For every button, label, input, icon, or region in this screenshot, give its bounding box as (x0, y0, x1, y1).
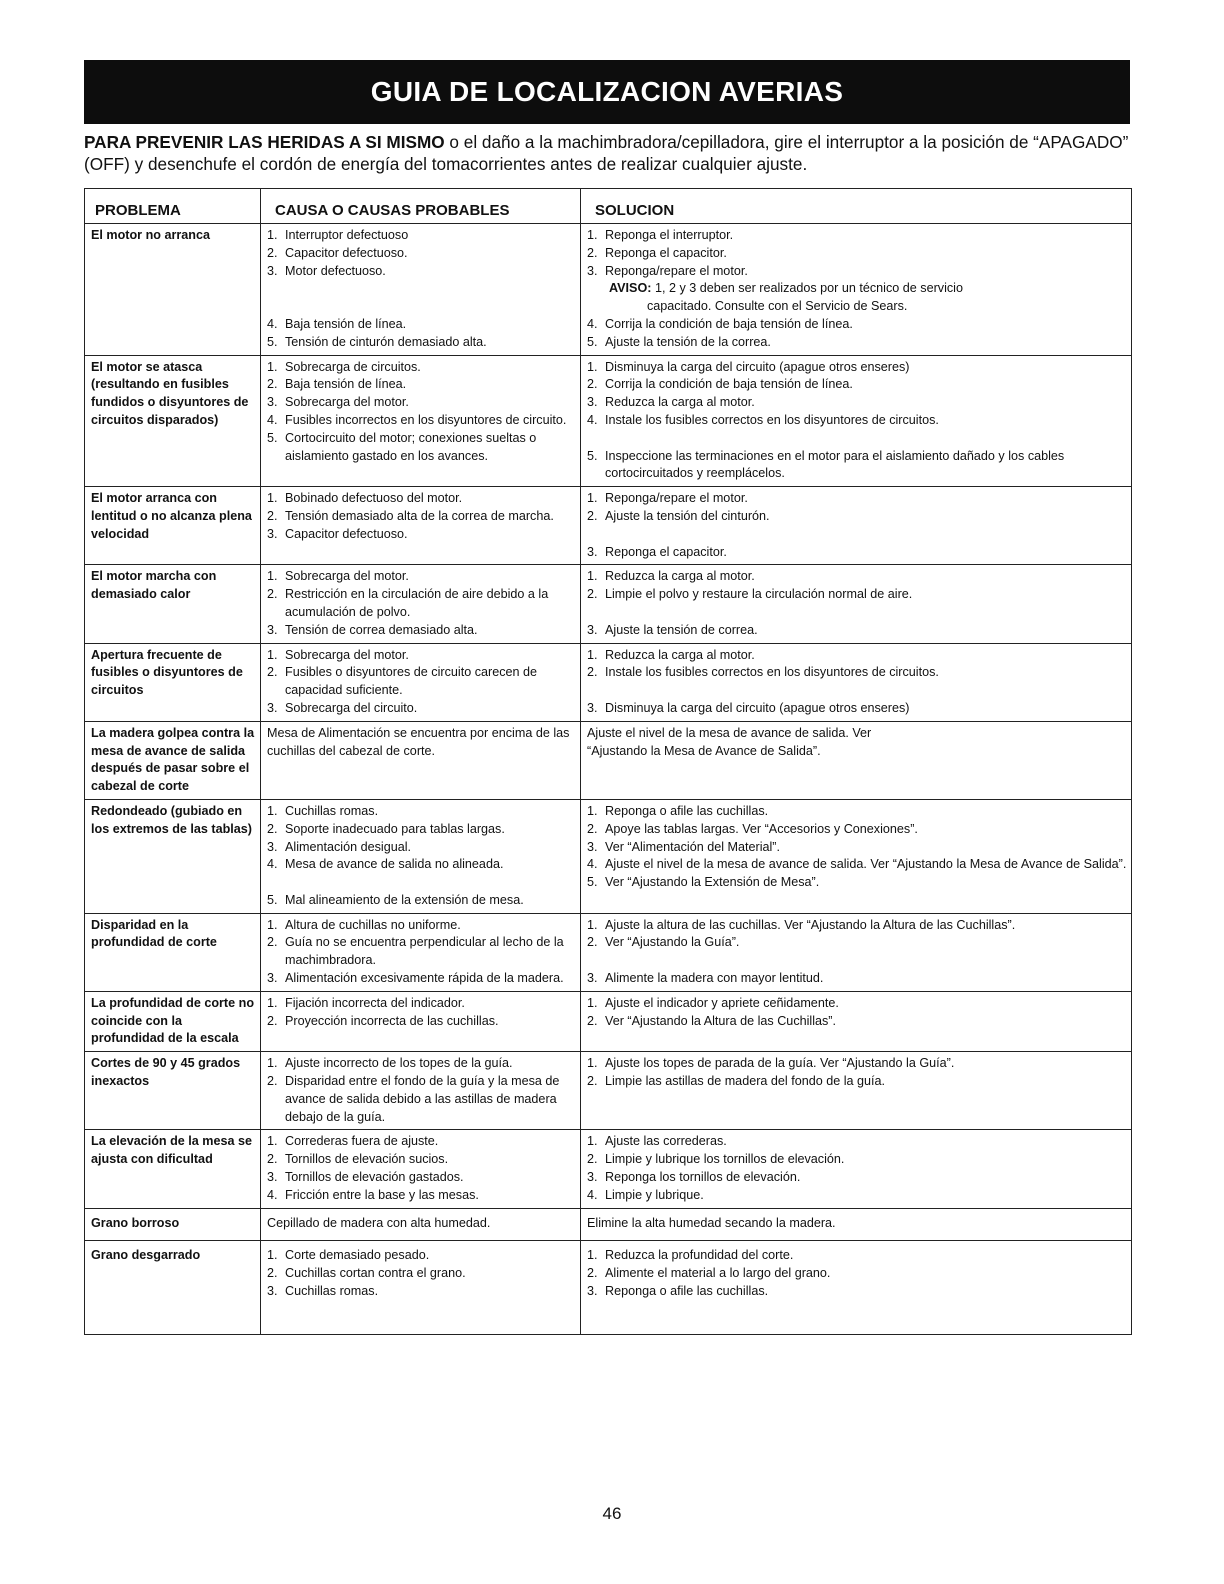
problem-cell: La profundidad de corte no coincide con la profundidad de la escala (85, 991, 261, 1051)
cause-item: 2. Restricción en la circulación de aire debido a la acumulación de polvo. (267, 587, 549, 619)
solution-item: 3. Ver “Alimentación del Material”. (587, 839, 780, 854)
cause-cell (261, 1130, 581, 1208)
cause-cell (261, 913, 581, 991)
solution-item: 3. Reponga los tornillos de elevación. (587, 1170, 801, 1185)
problem-cell: Disparidad en la profundidad de corte (85, 913, 261, 991)
cause-item: 3. Sobrecarga del circuito. (267, 700, 418, 715)
solution-item: 1. Reponga/repare el motor. (587, 491, 748, 506)
cause-item: 1. Bobinado defectuoso del motor. (267, 491, 463, 506)
solution-item: 2. Ver “Ajustando la Guía”. (587, 935, 740, 950)
solution-item: 3. Disminuya la carga del circuito (apague otros enseres) (587, 700, 910, 715)
cause-cell (261, 1052, 581, 1130)
solution-item: 4. Limpie y lubrique. (587, 1187, 704, 1202)
solution-item: 1. Reponga el interruptor. (587, 228, 734, 242)
cause-item: 2. Soporte inadecuado para tablas largas. (267, 821, 505, 836)
table-row (85, 1130, 1132, 1208)
cause-cell (261, 643, 581, 721)
page-number: 46 (602, 1504, 622, 1523)
cause-item: 3. Alimentación excesivamente rápida de la madera. (267, 971, 564, 986)
problem-cell: La elevación de la mesa se ajusta con dificultad (85, 1130, 261, 1208)
cause-item: 1. Fijación incorrecta del indicador. (267, 995, 465, 1010)
problem-cell: El motor no arranca (85, 224, 261, 356)
cause-item: 3. Alimentación desigual. (267, 839, 412, 854)
cause-cell (261, 487, 581, 565)
cause-item: 5. Cortocircuito del motor; conexiones sueltas o aislamiento gastado en los avances. (267, 430, 537, 463)
header-solution: SOLUCION (581, 189, 1132, 224)
cause-item: 3. Cuchillas romas. (267, 1284, 379, 1299)
solution-item: 1. Reduzca la carga al motor. (587, 647, 755, 662)
table-row (85, 355, 1132, 487)
solution-item: 5. Ajuste la tensión de la correa. (587, 334, 771, 349)
warning-text: o el daño a la machimbradora/cepilladora, gire el interruptor a la posición de “APAGADO” (OFF) y desenchufe el cordón de energía del tomacorrientes antes de realizar cualquier ajuste. (84, 132, 1129, 174)
solution-item: 2. Ajuste la tensión del cinturón. (587, 508, 770, 523)
solution-item: 2. Instale los fusibles correctos en los disyuntores de circuitos. (587, 665, 939, 680)
solution-item: 3. Alimente la madera con mayor lentitud. (587, 971, 824, 986)
solution-item: 1. Reduzca la carga al motor. (587, 569, 755, 584)
header-problem: PROBLEMA (85, 189, 261, 224)
cause-item: 3. Tensión de correa demasiado alta. (267, 622, 478, 637)
problem-cell: La madera golpea contra la mesa de avance de salida después de pasar sobre el cabezal de corte (85, 721, 261, 799)
solution-item: 4. Corrija la condición de baja tensión de línea. (587, 316, 853, 331)
cause-item: 1. Sobrecarga del motor. (267, 569, 409, 584)
cause-cell (261, 721, 581, 799)
solution-item: 2. Limpie y lubrique los tornillos de elevación. (587, 1152, 845, 1167)
cause-cell (261, 355, 581, 487)
table-row (85, 991, 1132, 1051)
cause-cell (261, 565, 581, 643)
cause-item: 1. Cuchillas romas. (267, 803, 379, 818)
table-row (85, 799, 1132, 913)
cause-item: 4. Fricción entre la base y las mesas. (267, 1187, 479, 1202)
solution-item: 3. Reponga/repare el motor. (587, 263, 748, 278)
solution-item: 1. Ajuste el indicador y apriete ceñidamente. (587, 995, 839, 1010)
cause-item: 5. Tensión de cinturón demasiado alta. (267, 334, 487, 349)
table-row (85, 487, 1132, 565)
cause-item: 2. Tensión demasiado alta de la correa de marcha. (267, 508, 554, 523)
solution-cell (581, 1241, 1132, 1335)
solution-cell (581, 991, 1132, 1051)
table-row (85, 224, 1132, 356)
solution-item: 5. Ver “Ajustando la Extensión de Mesa”. (587, 875, 820, 890)
problem-cell: El motor marcha con demasiado calor (85, 565, 261, 643)
solution-item: 1. Ajuste las correderas. (587, 1134, 727, 1149)
cause-cell (261, 991, 581, 1051)
page-title: GUIA DE LOCALIZACION AVERIAS (84, 60, 1130, 124)
cause-item: 1. Sobrecarga del motor. (267, 647, 409, 662)
solution-item: 1. Ajuste los topes de parada de la guía. Ver “Ajustando la Guía”. (587, 1056, 955, 1071)
solution-item: 2. Limpie el polvo y restaure la circulación normal de aire. (587, 587, 913, 602)
solution-item: 2. Reponga el capacitor. (587, 245, 727, 260)
solution-cell (581, 355, 1132, 487)
table-row (85, 1241, 1132, 1335)
solution-cell (581, 643, 1132, 721)
solution-item: 4. Ajuste el nivel de la mesa de avance de salida. Ver “Ajustando la Mesa de Avance de Salida”. (587, 857, 1127, 872)
cause-cell (261, 224, 581, 356)
solution-item: 1. Ajuste la altura de las cuchillas. Ver “Ajustando la Altura de las Cuchillas”. (587, 917, 1016, 932)
cause-item: 1. Ajuste incorrecto de los topes de la guía. (267, 1056, 513, 1071)
solution-cell (581, 1208, 1132, 1241)
cause-item: 3. Capacitor defectuoso. (267, 526, 408, 541)
solution-text: Ajuste el nivel de la mesa de avance de salida. Ver “Ajustando la Mesa de Avance de Salida”. (587, 725, 872, 758)
aviso-note-continued: capacitado. Consulte con el Servicio de Sears. (647, 299, 908, 314)
cause-item: 1. Sobrecarga de circuitos. (267, 359, 421, 374)
table-row (85, 643, 1132, 721)
table-row (85, 721, 1132, 799)
cause-item: 2. Guía no se encuentra perpendicular al lecho de la machimbradora. (267, 935, 564, 968)
solution-item: 2. Apoye las tablas largas. Ver “Accesorios y Conexiones”. (587, 821, 918, 836)
solution-cell (581, 565, 1132, 643)
solution-item: 2. Ver “Ajustando la Altura de las Cuchillas”. (587, 1013, 837, 1028)
solution-item: 5. Inspeccione las terminaciones en el motor para el aislamiento dañado y los cables cortocircuitados y reemplácelos. (587, 448, 1065, 481)
solution-item: 2. Limpie las astillas de madera del fondo de la guía. (587, 1074, 886, 1089)
cause-item: 1. Correderas fuera de ajuste. (267, 1134, 439, 1149)
cause-item: 3. Motor defectuoso. (267, 263, 386, 278)
solution-item: 3. Reponga o afile las cuchillas. (587, 1284, 769, 1299)
problem-cell: El motor arranca con lentitud o no alcanza plena velocidad (85, 487, 261, 565)
cause-item: 4. Baja tensión de línea. (267, 316, 407, 331)
solution-cell (581, 913, 1132, 991)
cause-cell (261, 1241, 581, 1335)
cause-item: 1. Altura de cuchillas no uniforme. (267, 917, 461, 932)
cause-item: 2. Tornillos de elevación sucios. (267, 1152, 449, 1167)
solution-item: 3. Reponga el capacitor. (587, 544, 727, 559)
problem-cell: Apertura frecuente de fusibles o disyuntores de circuitos (85, 643, 261, 721)
problem-cell: Redondeado (gubiado en los extremos de las tablas) (85, 799, 261, 913)
cause-item: 2. Proyección incorrecta de las cuchillas. (267, 1013, 499, 1028)
safety-warning (84, 131, 1134, 175)
cause-cell (261, 1208, 581, 1241)
table-row (85, 1052, 1132, 1130)
cause-item: 2. Baja tensión de línea. (267, 377, 407, 392)
solution-cell (581, 799, 1132, 913)
solution-text: Elimine la alta humedad secando la madera. (587, 1215, 836, 1230)
solution-item: 1. Disminuya la carga del circuito (apague otros enseres) (587, 359, 910, 374)
cause-text: Mesa de Alimentación se encuentra por encima de las cuchillas del cabezal de corte. (267, 725, 570, 758)
solution-cell (581, 721, 1132, 799)
cause-item: 2. Disparidad entre el fondo de la guía y la mesa de avance de salida debido a las astillas de madera debajo de la guía. (267, 1074, 560, 1124)
solution-cell (581, 224, 1132, 356)
solution-item: 4. Instale los fusibles correctos en los disyuntores de circuitos. (587, 412, 939, 427)
solution-item: 1. Reduzca la profundidad del corte. (587, 1248, 794, 1263)
cause-item: 5. Mal alineamiento de la extensión de mesa. (267, 892, 524, 907)
problem-cell: Grano borroso (85, 1208, 261, 1241)
header-cause: CAUSA O CAUSAS PROBABLES (261, 189, 581, 224)
solution-item: 3. Ajuste la tensión de correa. (587, 622, 758, 637)
cause-item: 4. Fusibles incorrectos en los disyuntores de circuito. (267, 412, 567, 427)
solution-cell (581, 1130, 1132, 1208)
cause-item: 2. Cuchillas cortan contra el grano. (267, 1266, 466, 1281)
table-row (85, 565, 1132, 643)
cause-item: 3. Tornillos de elevación gastados. (267, 1170, 464, 1185)
table-row (85, 1208, 1132, 1241)
aviso-note: AVISO: 1, 2 y 3 deben ser realizados por un técnico de servicio (609, 281, 963, 296)
solution-cell (581, 487, 1132, 565)
cause-text: Cepillado de madera con alta humedad. (267, 1215, 491, 1230)
solution-item: 3. Reduzca la carga al motor. (587, 395, 755, 410)
cause-item: 3. Sobrecarga del motor. (267, 395, 409, 410)
cause-cell (261, 799, 581, 913)
cause-item: 2. Capacitor defectuoso. (267, 245, 408, 260)
cause-item: 4. Mesa de avance de salida no alineada. (267, 857, 504, 872)
problem-cell: Cortes de 90 y 45 grados inexactos (85, 1052, 261, 1130)
solution-item: 2. Corrija la condición de baja tensión de línea. (587, 377, 853, 392)
solution-cell (581, 1052, 1132, 1130)
cause-item: 1. Interruptor defectuoso (267, 228, 409, 242)
problem-cell: El motor se atasca (resultando en fusibles fundidos o disyuntores de circuitos disparados) (85, 355, 261, 487)
solution-item: 2. Alimente el material a lo largo del grano. (587, 1266, 831, 1281)
problem-cell: Grano desgarrado (85, 1241, 261, 1335)
cause-item: 2. Fusibles o disyuntores de circuito carecen de capacidad suficiente. (267, 665, 538, 698)
troubleshooting-table (84, 188, 1132, 1335)
table-row (85, 913, 1132, 991)
solution-item: 1. Reponga o afile las cuchillas. (587, 803, 769, 818)
warning-bold: PARA PREVENIR LAS HERIDAS A SI MISMO (84, 132, 445, 152)
cause-item: 1. Corte demasiado pesado. (267, 1248, 430, 1263)
table-header-row (85, 189, 1132, 224)
